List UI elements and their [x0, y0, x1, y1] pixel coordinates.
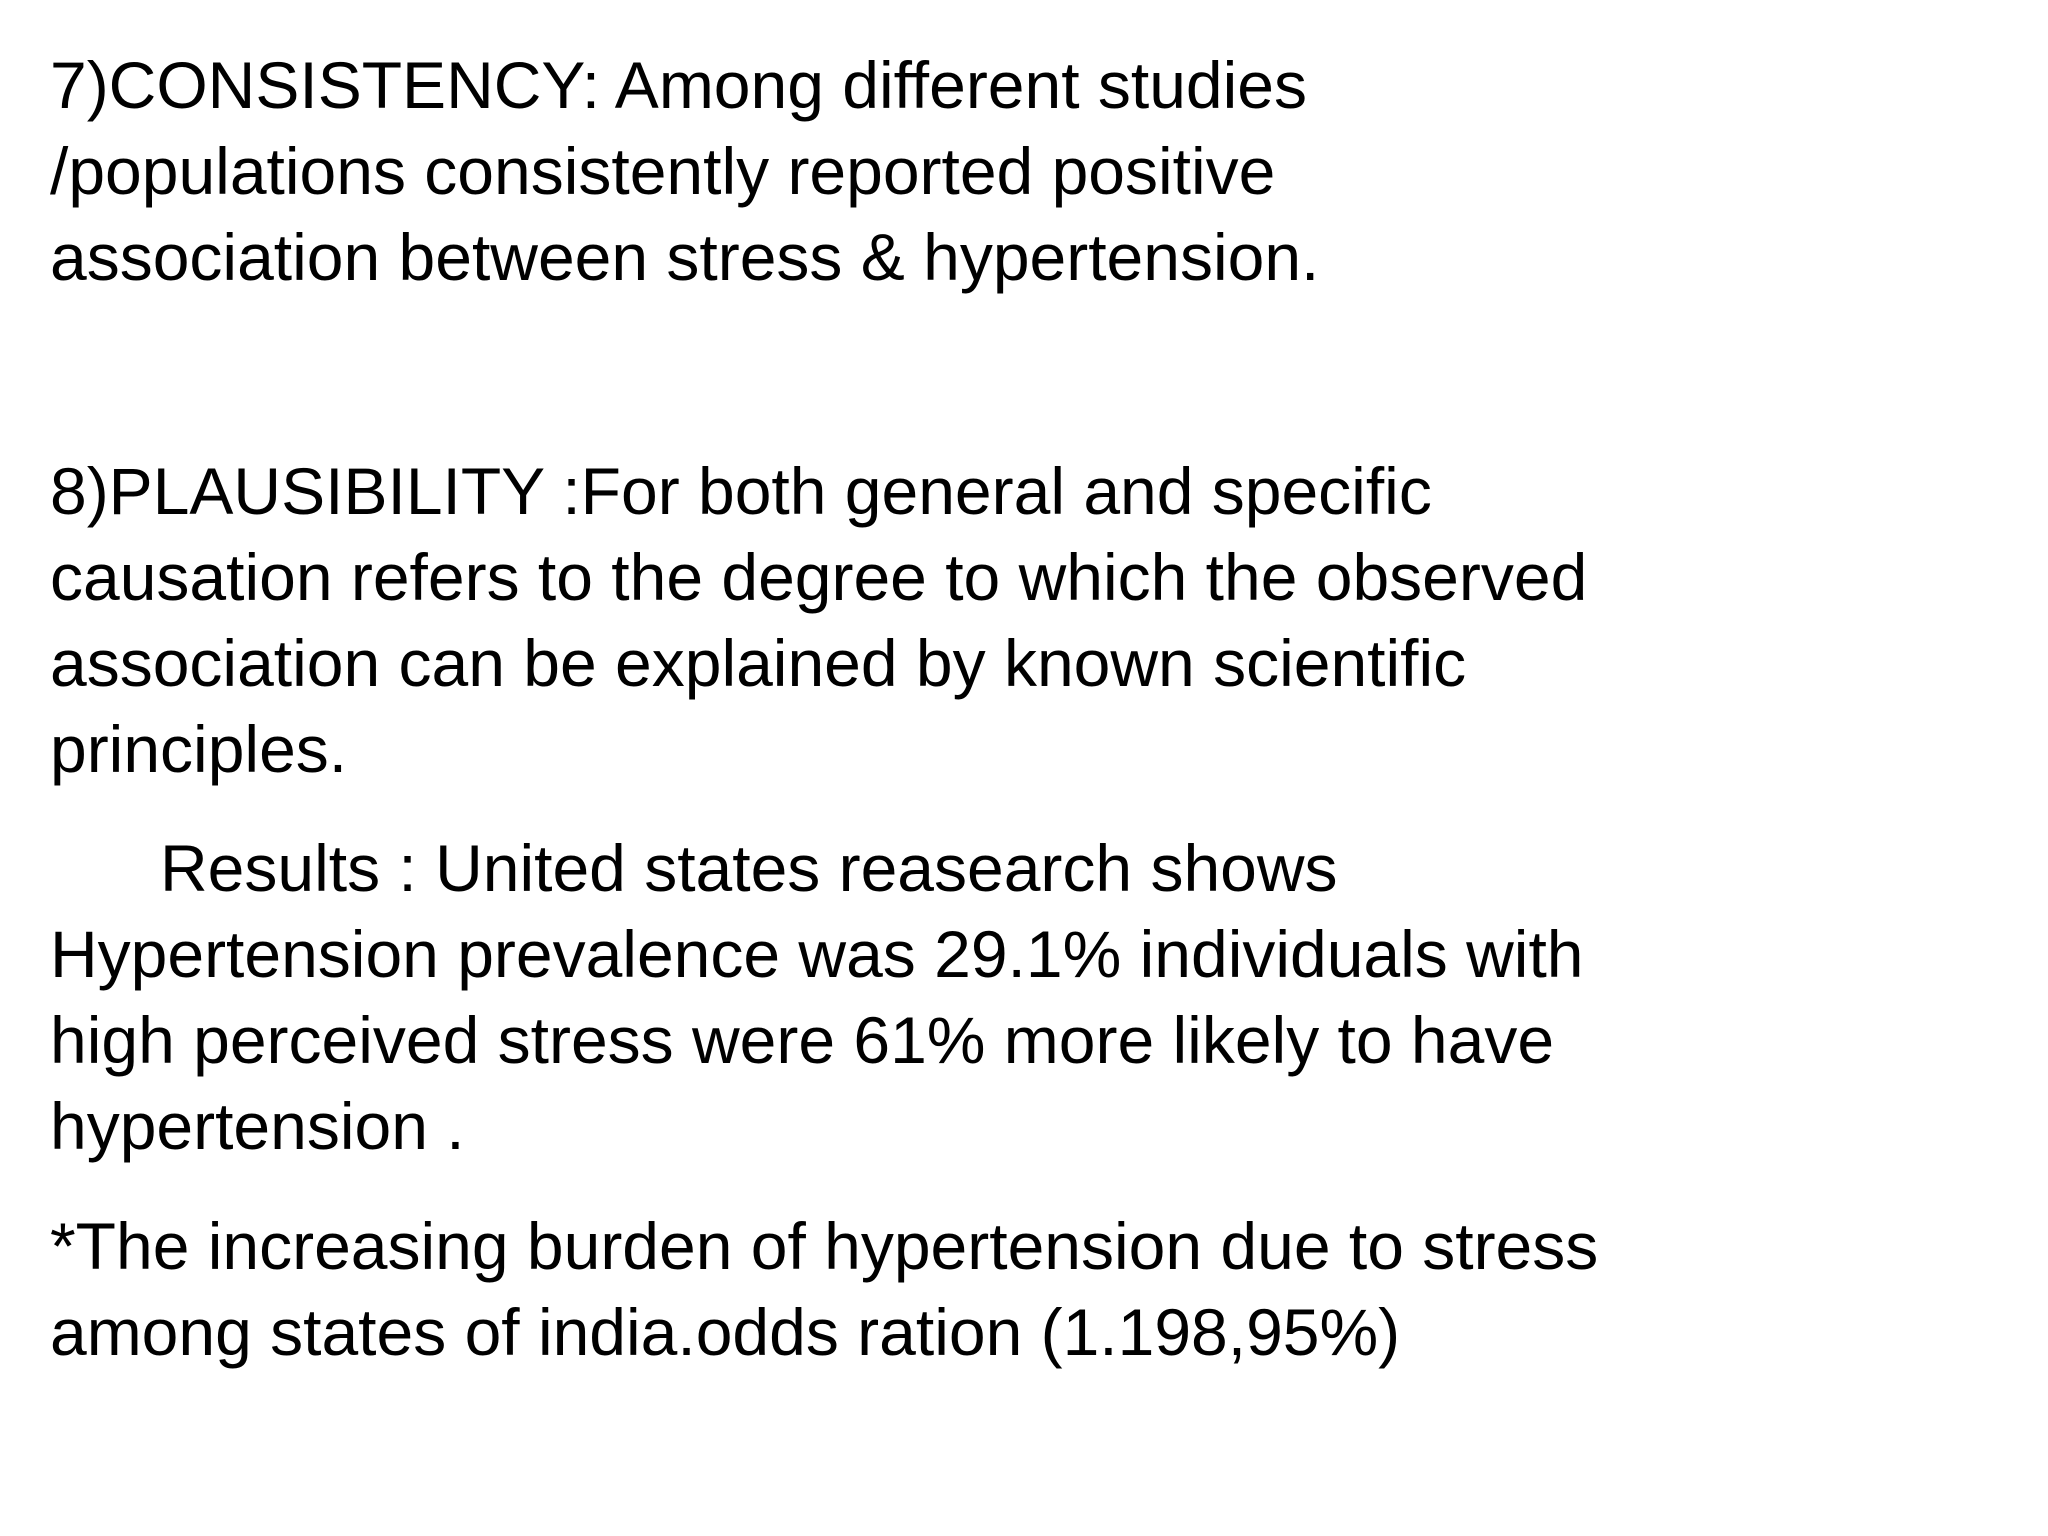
plausibility-line-3: association can be explained by known scientific — [50, 626, 1467, 700]
burden-line-2: among states of india.odds ration (1.198,95%) — [50, 1295, 1401, 1369]
results-line-1: Results : United states reasearch shows — [160, 831, 1338, 905]
burden-paragraph — [50, 1203, 1950, 1375]
plausibility-paragraph — [50, 448, 1950, 792]
consistency-line-2: /populations consistently reported positive — [50, 134, 1276, 208]
results-line-3: high perceived stress were 61% more likely to have — [50, 1003, 1555, 1077]
plausibility-line-1: 8)PLAUSIBILITY :For both general and specific — [50, 454, 1432, 528]
burden-line-1: *The increasing burden of hypertension due to stress — [50, 1209, 1599, 1283]
plausibility-line-4: principles. — [50, 712, 348, 786]
results-paragraph — [50, 825, 1950, 1169]
consistency-line-1: 7)CONSISTENCY: Among different studies — [50, 48, 1307, 122]
plausibility-line-2: causation refers to the degree to which the observed — [50, 540, 1588, 614]
consistency-paragraph — [50, 42, 1950, 300]
results-line-2: Hypertension prevalence was 29.1% individuals with — [50, 917, 1584, 991]
consistency-line-3: association between stress & hypertension. — [50, 220, 1320, 294]
results-line-4: hypertension . — [50, 1089, 465, 1163]
